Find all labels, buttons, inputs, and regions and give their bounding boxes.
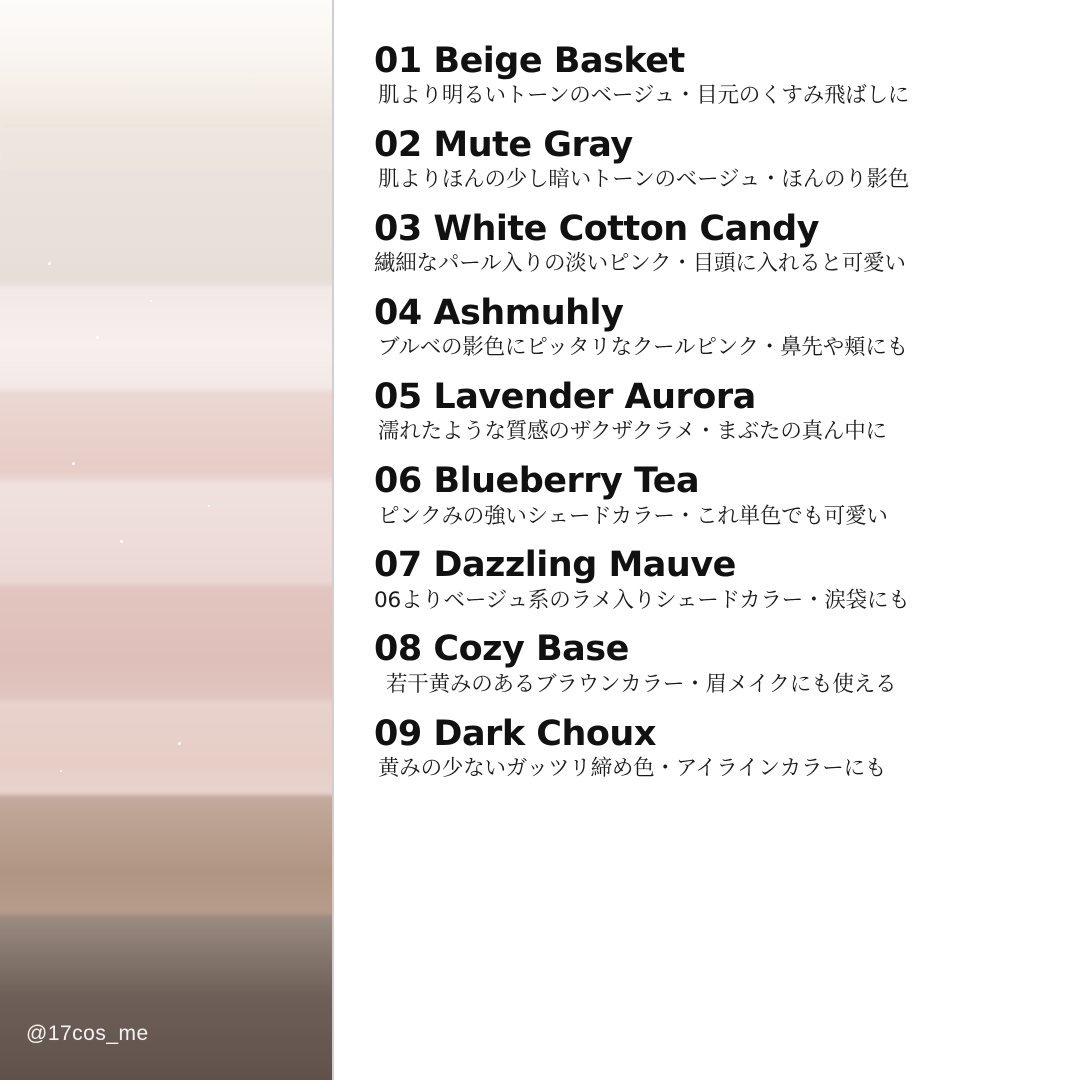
shade-description: 肌よりほんの少し暗いトーンのベージュ・ほんのり影色 xyxy=(378,167,910,193)
shade-title: 01 Beige Basket xyxy=(374,41,685,81)
list-item xyxy=(374,462,1034,530)
swatch-stack xyxy=(0,0,332,1080)
list-item xyxy=(374,546,1034,614)
shade-title: 05 Lavender Aurora xyxy=(374,377,756,418)
shade-title: 06 Blueberry Tea xyxy=(374,461,700,502)
shade-description: 若干黄みのあるブラウンカラー・眉メイクにも使える xyxy=(386,671,897,697)
swatch-photo-panel xyxy=(0,0,332,1080)
shade-list xyxy=(332,0,1080,1080)
swatch-band-09 xyxy=(0,915,332,1080)
shade-title: 08 Cozy Base xyxy=(374,629,629,670)
shade-description: 繊細なパール入りの淡いピンク・目頭に入れると可愛い xyxy=(374,251,906,277)
shade-description: ピンクみの強いシェードカラー・これ単色でも可愛い xyxy=(378,503,888,529)
shade-description: ブルベの影色にピッタリなクールピンク・鼻先や頬にも xyxy=(378,335,908,361)
shade-description: 黄みの少ないガッツリ締め色・アイラインカラーにも xyxy=(378,755,887,781)
list-item xyxy=(374,715,1034,783)
swatch-band-02 xyxy=(0,170,332,300)
list-item xyxy=(374,378,1034,446)
shade-title: 09 Dark Choux xyxy=(374,713,656,754)
swatch-band-05 xyxy=(0,480,332,600)
shade-description: 濡れたような質感のザクザクラメ・まぶたの真ん中に xyxy=(378,419,887,445)
shade-title: 07 Dazzling Mauve xyxy=(374,545,736,586)
swatch-top-fade xyxy=(0,0,332,120)
list-item xyxy=(374,126,1034,194)
shade-description: 肌より明るいトーンのベージュ・目元のくすみ飛ばしに xyxy=(378,83,910,109)
list-item xyxy=(374,630,1034,698)
swatch-band-03 xyxy=(0,285,332,405)
swatch-band-07 xyxy=(0,700,332,810)
list-item xyxy=(374,210,1034,278)
shade-description: 06よりベージュ系のラメ入りシェードカラー・涙袋にも xyxy=(374,587,910,613)
list-item xyxy=(374,294,1034,362)
shade-title: 04 Ashmuhly xyxy=(374,293,624,334)
watermark-handle: @17cos_me xyxy=(26,1022,149,1045)
shade-title: 03 White Cotton Candy xyxy=(374,209,819,250)
swatch-band-08 xyxy=(0,795,332,925)
shade-title: 02 Mute Gray xyxy=(374,125,633,166)
list-item xyxy=(374,42,1034,110)
